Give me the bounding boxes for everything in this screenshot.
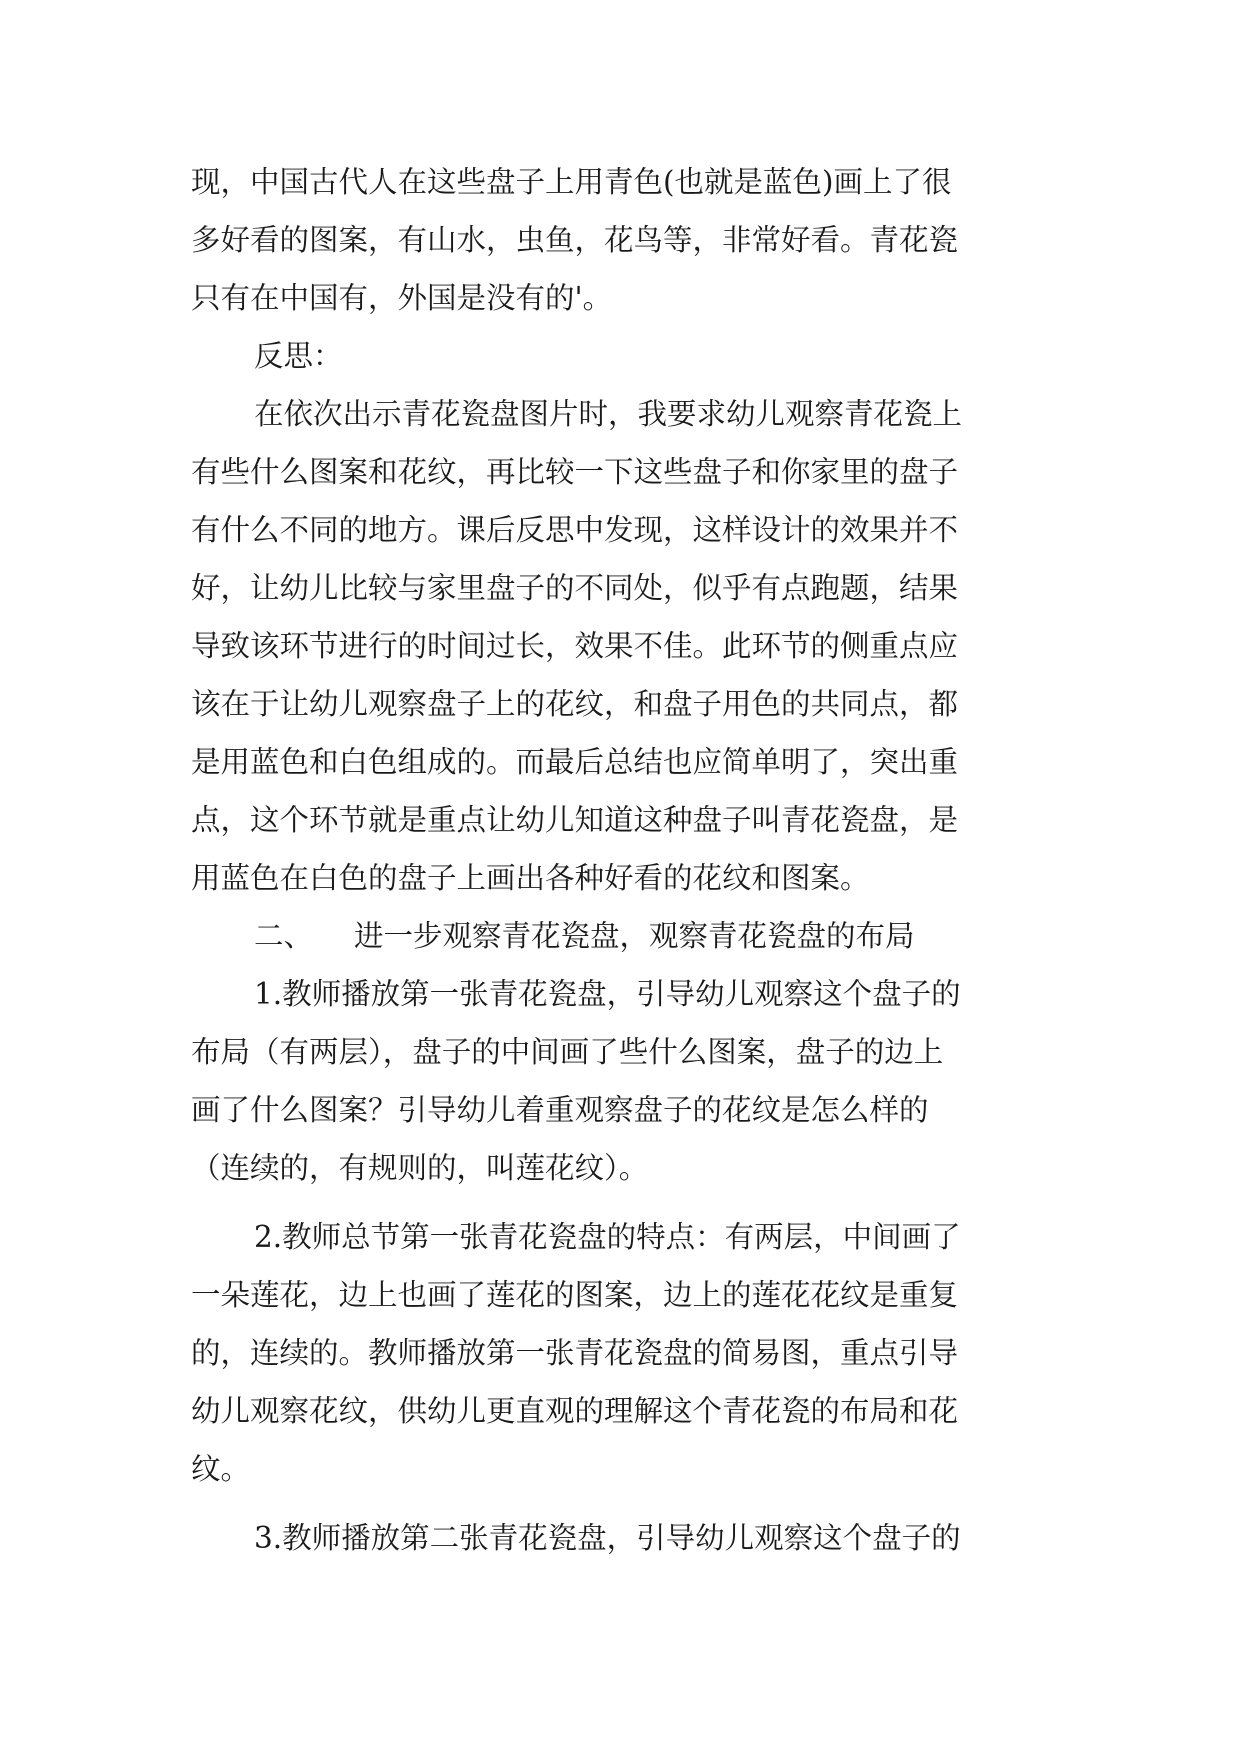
item2-line: 一朵莲花，边上也画了莲花的图案，边上的莲花花纹是重复 [191,1278,959,1312]
section-title: 进一步观察青花瓷盘，观察青花瓷盘的布局 [354,919,915,953]
item3-line: 3.教师播放第二张青花瓷盘，引导幼儿观察这个盘子的 [254,1521,961,1555]
paragraph-line: 多好看的图案，有山水，虫鱼，花鸟等，非常好看。青花瓷 [191,223,959,257]
paragraph-line: 现，中国古代人在这些盘子上用青色(也就是蓝色)画上了很 [191,165,952,199]
reflection-line: 用蓝色在白色的盘子上画出各种好看的花纹和图案。 [191,861,870,895]
item2-line: 2.教师总节第一张青花瓷盘的特点：有两层，中间画了 [254,1220,961,1254]
reflection-line: 点，这个环节就是重点让幼儿知道这种盘子叫青花瓷盘，是 [191,803,959,837]
reflection-line: 有些什么图案和花纹，再比较一下这些盘子和你家里的盘子 [191,455,959,489]
item2-line: 的，连续的。教师播放第一张青花瓷盘的简易图，重点引导 [191,1336,959,1370]
item1-line: 画了什么图案？引导幼儿着重观察盘子的花纹是怎么样的 [191,1093,929,1127]
reflection-line: 是用蓝色和白色组成的。而最后总结也应简单明了，突出重 [191,745,959,779]
reflection-line: 好，让幼儿比较与家里盘子的不同处，似乎有点跑题，结果 [191,571,959,605]
item1-line: （连续的，有规则的，叫莲花纹）。 [191,1151,649,1185]
item1-line: 1.教师播放第一张青花瓷盘，引导幼儿观察这个盘子的 [254,977,961,1011]
reflection-line: 导致该环节进行的时间过长，效果不佳。此环节的侧重点应 [191,629,959,663]
reflection-line: 在依次出示青花瓷盘图片时，我要求幼儿观察青花瓷上 [254,397,963,431]
item2-line: 幼儿观察花纹，供幼儿更直观的理解这个青花瓷的布局和花 [191,1394,959,1428]
reflection-line: 该在于让幼儿观察盘子上的花纹，和盘子用色的共同点，都 [191,687,959,721]
item2-line: 纹。 [191,1452,251,1486]
section-number: 二、 [254,919,314,953]
paragraph-line: 只有在中国有，外国是没有的'。 [191,281,613,315]
reflection-line: 有什么不同的地方。课后反思中发现，这样设计的效果并不 [191,513,959,547]
item1-line: 布局（有两层），盘子的中间画了些什么图案，盘子的边上 [191,1035,944,1069]
reflection-heading: 反思： [254,339,343,373]
